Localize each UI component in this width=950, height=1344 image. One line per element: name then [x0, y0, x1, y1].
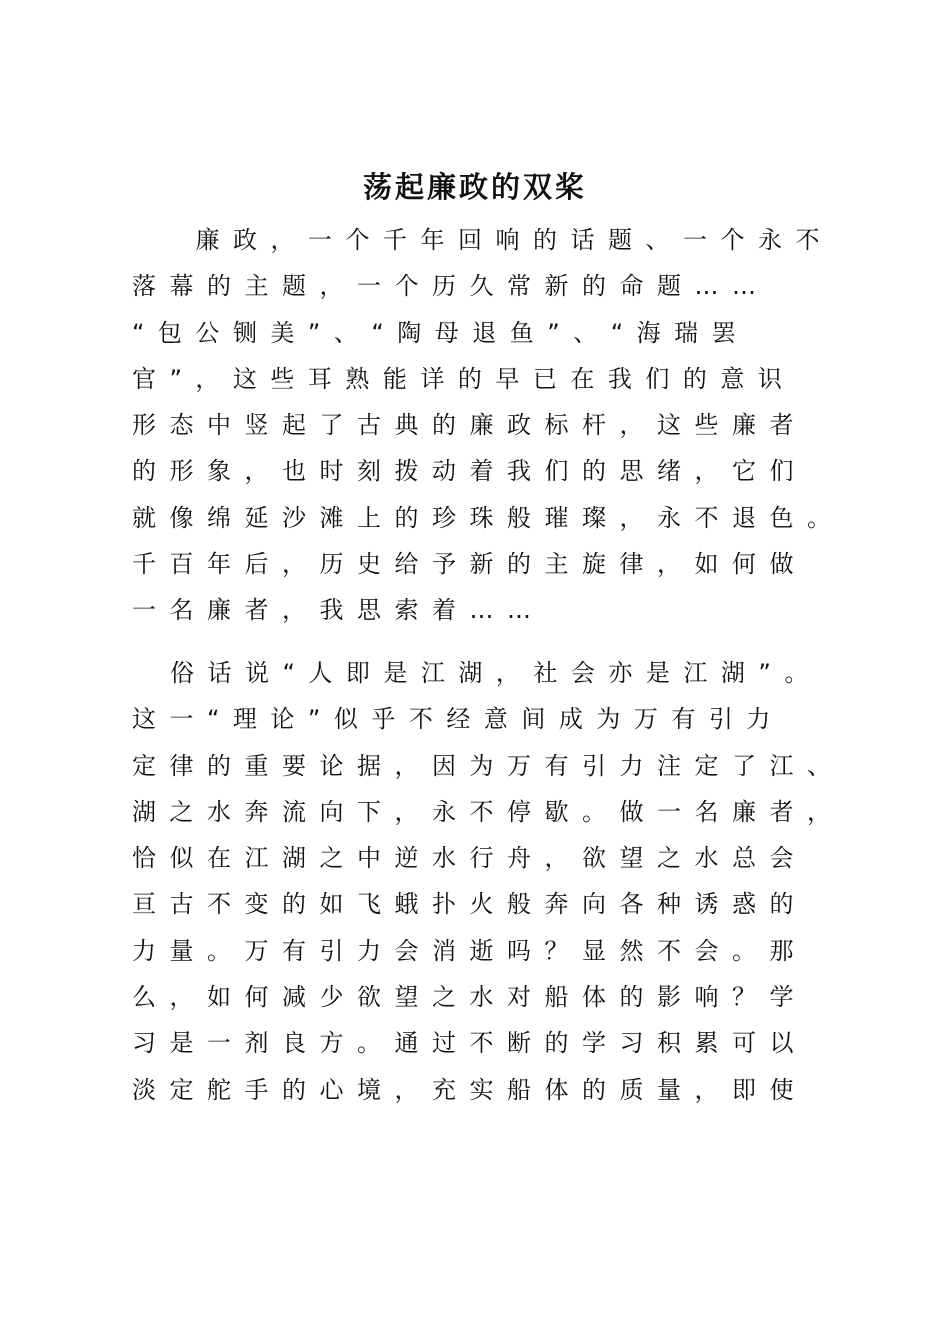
paragraph-line: 定律的重要论据，因为万有引力注定了江、 [132, 751, 845, 780]
document-title: 荡起廉政的双桨 [362, 170, 587, 204]
paragraph-2 [132, 650, 845, 1113]
paragraph-line: 俗话说“人即是江湖，社会亦是江湖”。 [170, 659, 822, 687]
paragraph-line: 官”，这些耳熟能详的早已在我们的意识 [132, 364, 796, 393]
paragraph-line: 千百年后，历史给予新的主旋律，如何做 [132, 550, 807, 579]
paragraph-line: 的形象，也时刻拨动着我们的思绪，它们 [132, 457, 807, 486]
paragraph-line: 么，如何减少欲望之水对船体的影响？学 [132, 983, 807, 1012]
paragraph-line: 湖之水奔流向下，永不停歇。做一名廉者， [132, 797, 845, 826]
paragraph-line: 力量。万有引力会消逝吗？显然不会。那 [132, 936, 807, 965]
paragraph-line: 落幕的主题，一个历久常新的命题…… [132, 272, 770, 301]
paragraph-line: 形态中竖起了古典的廉政标杆，这些廉者 [132, 411, 807, 440]
paragraph-1 [132, 217, 845, 634]
paragraph-line: 习是一剂良方。通过不断的学习积累可以 [132, 1029, 807, 1058]
paragraph-line: 亘古不变的如飞蛾扑火般奔向各种诱惑的 [132, 890, 807, 919]
paragraph-line: “包公铡美”、“陶母退鱼”、“海瑞罢 [132, 318, 750, 347]
paragraph-line: 一名廉者，我思索着…… [132, 596, 545, 625]
paragraph-line: 廉政，一个千年回响的话题、一个永不 [158, 226, 833, 254]
paragraph-line: 就像绵延沙滩上的珍珠般璀璨，永不退色。 [132, 503, 845, 532]
paragraph-line: 恰似在江湖之中逆水行舟，欲望之水总会 [132, 844, 807, 873]
paragraph-line: 这一“理论”似乎不经意间成为万有引力 [132, 705, 784, 734]
paragraph-line: 淡定舵手的心境，充实船体的质量，即使 [132, 1075, 807, 1104]
